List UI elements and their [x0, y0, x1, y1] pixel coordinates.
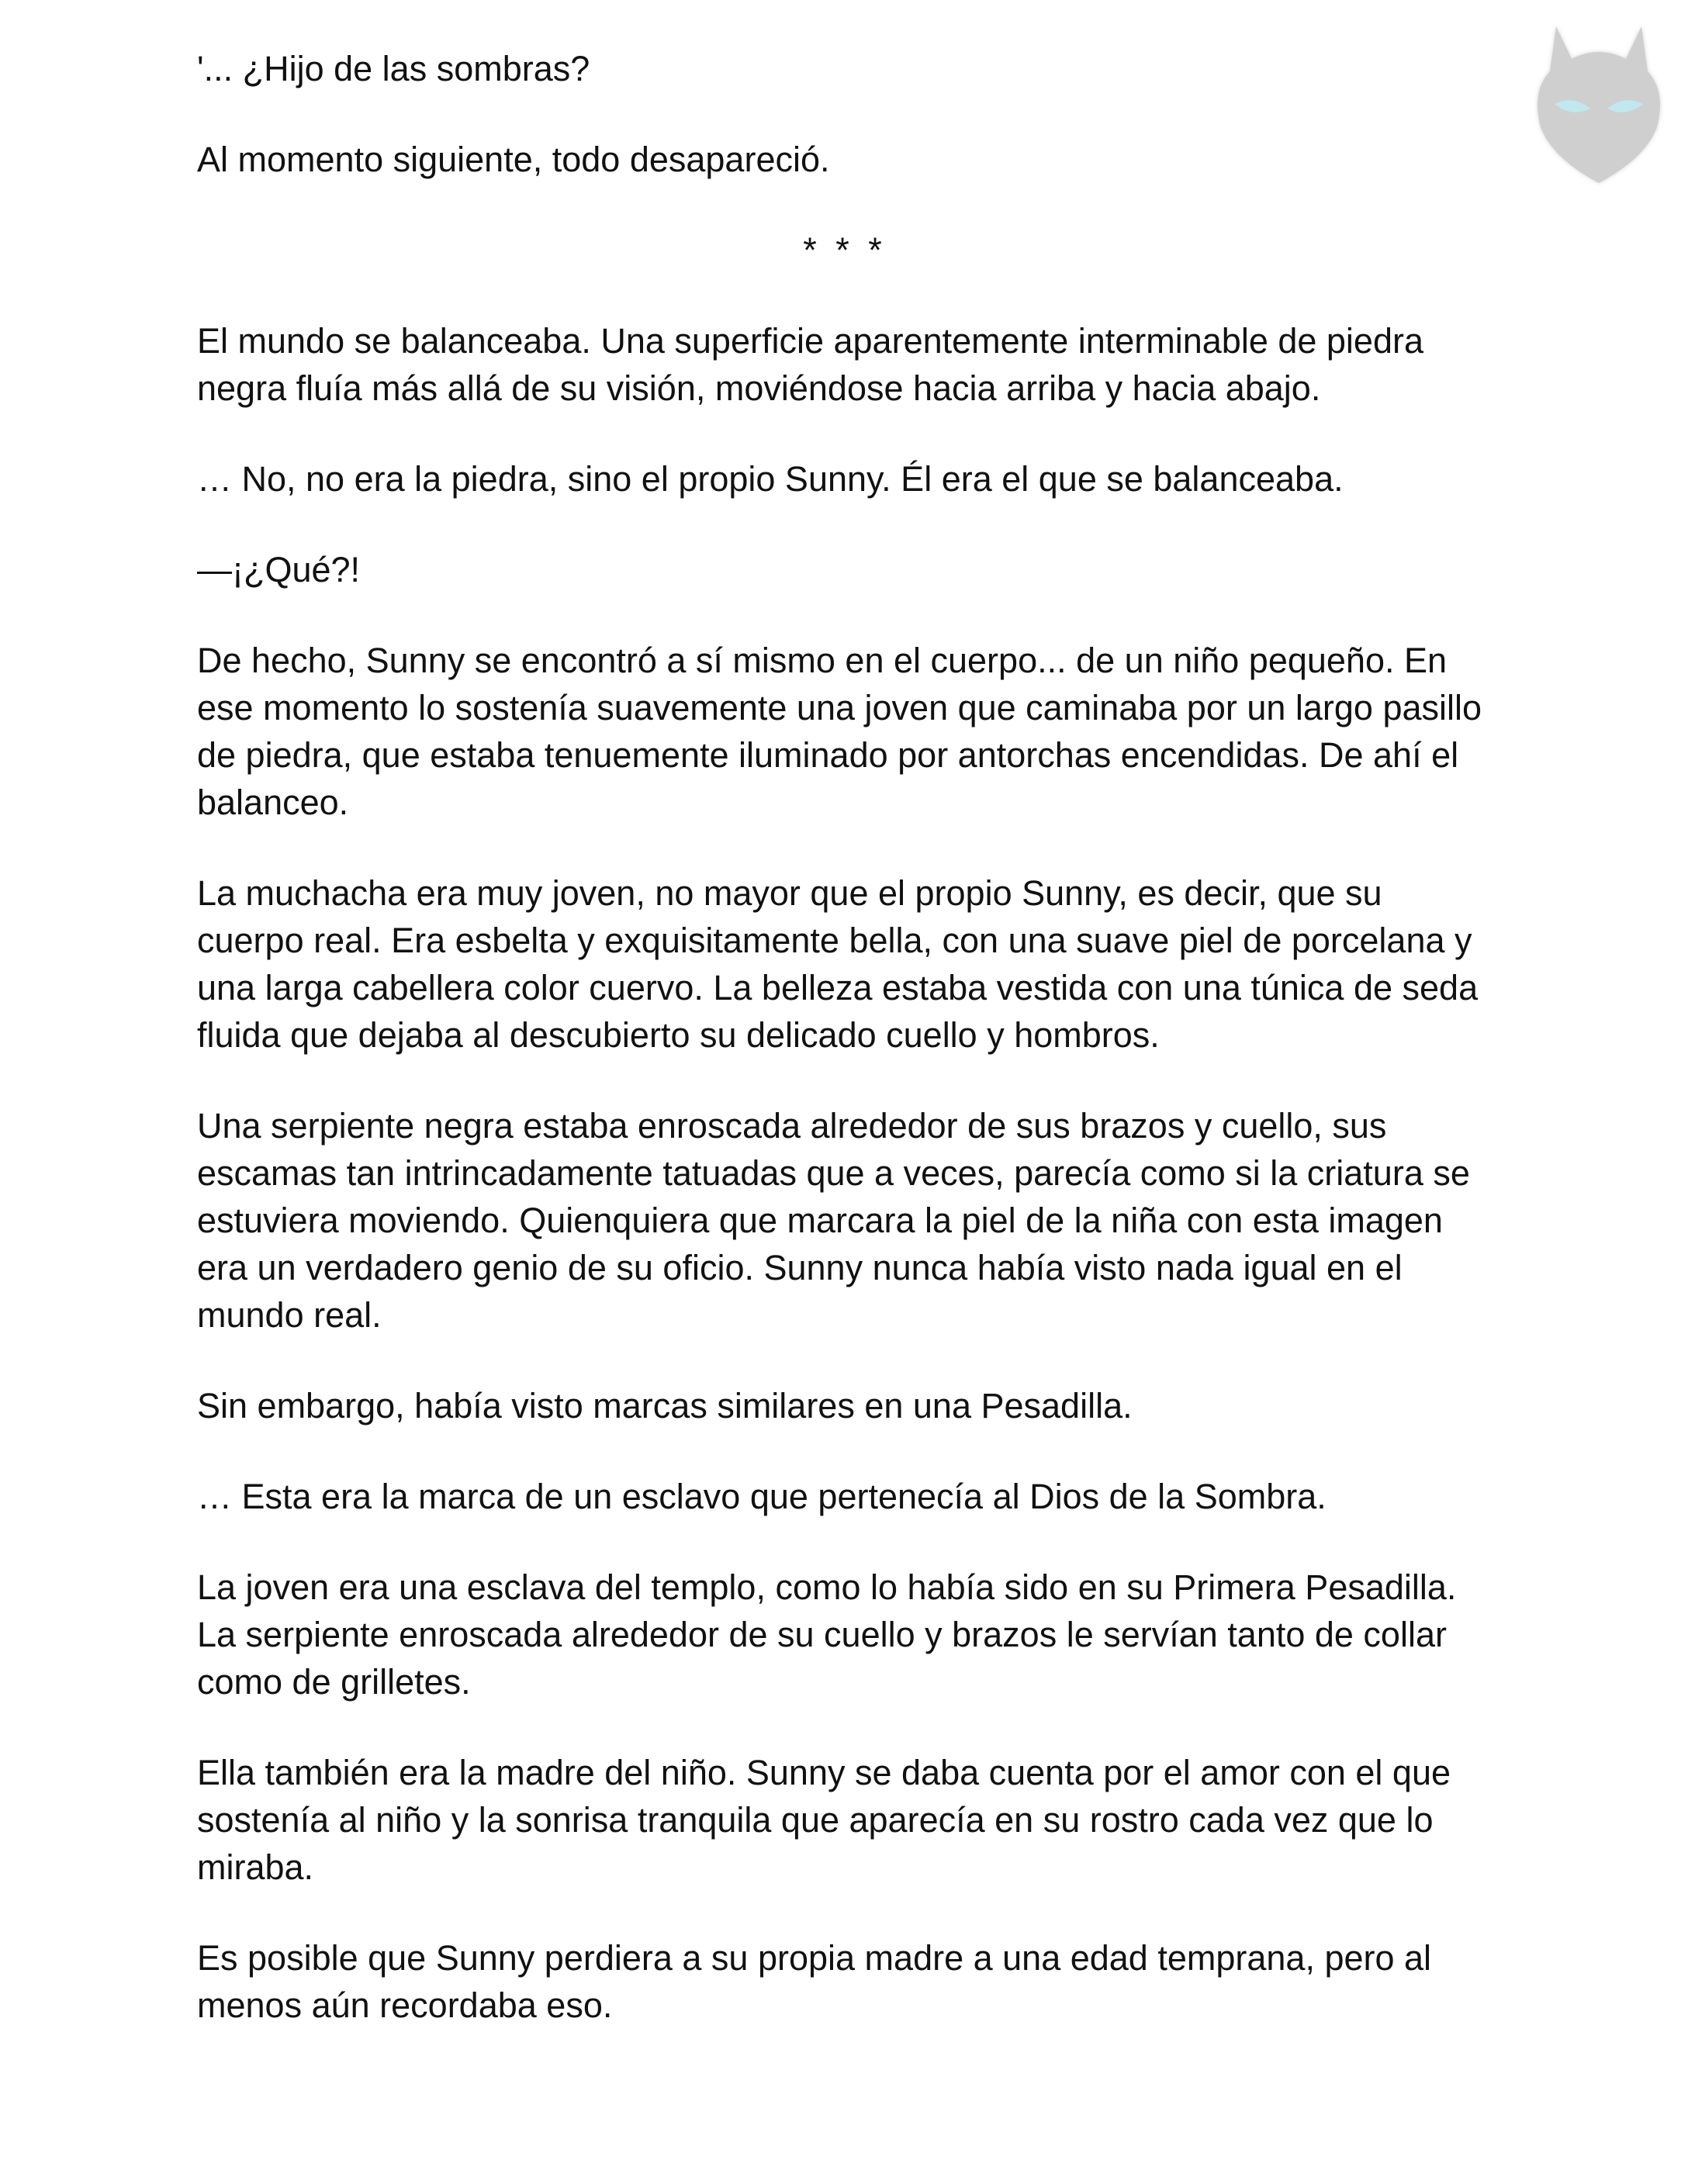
document-body	[197, 45, 1493, 2072]
paragraph: … Esta era la marca de un esclavo que pertenecía al Dios de la Sombra.	[197, 1477, 1327, 1516]
watermark-logo	[1525, 11, 1672, 189]
paragraph: Es posible que Sunny perdiera a su propia madre a una edad temprana, pero al menos aún recordaba eso.	[197, 1938, 1432, 2025]
paragraph: —¡¿Qué?!	[197, 550, 361, 589]
paragraph: Sin embargo, había visto marcas similares en una Pesadilla.	[197, 1386, 1133, 1425]
paragraph: La joven era una esclava del templo, como lo había sido en su Primera Pesadilla. La serpiente enroscada alrededor de su cuello y brazos le servían tanto de collar como de grilletes.	[197, 1567, 1457, 1702]
scene-separator: * * *	[803, 230, 887, 270]
paragraph: '... ¿Hijo de las sombras?	[197, 49, 590, 88]
horned-demon-head-icon	[1525, 11, 1672, 189]
paragraph: Una serpiente negra estaba enroscada alrededor de sus brazos y cuello, sus escamas tan intrincadamente tatuadas que a veces, parecía como si la criatura se estuviera moviendo. Quienquiera que marcara la piel de la niña con esta imagen era un verdadero genio de su oficio. Sunny nunca había visto nada igual en el mundo real.	[197, 1106, 1470, 1335]
paragraph: De hecho, Sunny se encontró a sí mismo en el cuerpo... de un niño pequeño. En ese momento lo sostenía suavemente una joven que caminaba por un largo pasillo de piedra, que estaba tenuemente iluminado por antorchas encendidas. De ahí el balanceo.	[197, 641, 1482, 822]
paragraph: Ella también era la madre del niño. Sunny se daba cuenta por el amor con el que sostenía al niño y la sonrisa tranquila que aparecía en su rostro cada vez que lo miraba.	[197, 1753, 1451, 1887]
paragraph: El mundo se balanceaba. Una superficie aparentemente interminable de piedra negra fluía más allá de su visión, moviéndose hacia arriba y hacia abajo.	[197, 321, 1423, 408]
paragraph: La muchacha era muy joven, no mayor que el propio Sunny, es decir, que su cuerpo real. Era esbelta y exquisitamente bella, con una suave piel de porcelana y una larga cabellera color cuervo. La belleza estaba vestida con una túnica de seda fluida que dejaba al descubierto su delicado cuello y hombros.	[197, 873, 1479, 1055]
paragraph: Al momento siguiente, todo desapareció.	[197, 140, 830, 179]
paragraph: … No, no era la piedra, sino el propio Sunny. Él era el que se balanceaba.	[197, 459, 1344, 499]
